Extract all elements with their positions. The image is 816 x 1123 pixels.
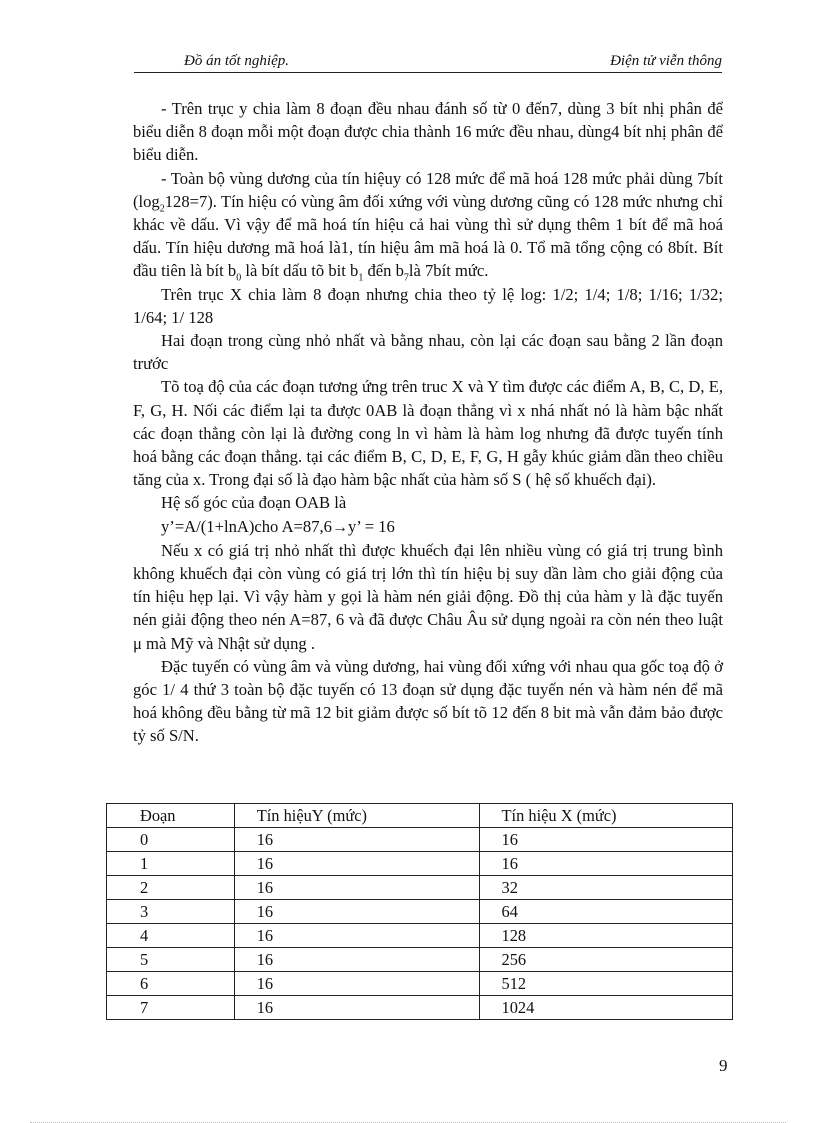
table-cell: 4 <box>107 924 235 948</box>
paragraph-characteristic: Đặc tuyến có vùng âm và vùng dương, hai vùng đối xứng với nhau qua gốc toạ độ ở góc 1/ 4 thứ 3 toàn bộ đặc tuyến có 13 đoạn sử dụng đặc tuyến nén và hàm nén để mã hoá không đều bằng từ mã 12 bit giảm được số bít tõ 12 đến 8 bit mà vẫn đảm bảo được tỷ số S/N. <box>133 656 723 746</box>
table-row <box>107 996 733 1020</box>
subscript: 2 <box>159 203 165 215</box>
arrow-right-icon: → <box>331 518 348 536</box>
page-number: 9 <box>719 1056 728 1075</box>
subscript: 0 <box>236 272 242 284</box>
paragraph-x-axis: Trên trục X chia làm 8 đoạn nhưng chia theo tỷ lệ log: 1/2; 1/4; 1/8; 1/16; 1/32; 1/64; 1/ 128 <box>133 284 723 327</box>
text-run: là bít dấu tõ bit b <box>241 261 359 281</box>
formula-expression: y’=A/(1+lnA)cho A=87,6 <box>161 516 332 536</box>
table-cell: 128 <box>479 924 732 948</box>
table-cell: 16 <box>234 852 479 876</box>
table-cell: 16 <box>479 852 732 876</box>
table-cell: 1024 <box>479 996 732 1020</box>
text-run: - Toàn bộ vùng dương của tín hiệuy có 128 mức để mã hoá 128 mức phải dùng 7bít (log <box>133 168 723 211</box>
table-cell: 16 <box>234 972 479 996</box>
table-cell: 16 <box>234 828 479 852</box>
header-signal-x: Tín hiệu X (mức) <box>479 804 732 828</box>
table-row <box>107 828 733 852</box>
table-cell: 16 <box>234 876 479 900</box>
table-cell: 256 <box>479 948 732 972</box>
formula-result: y’ = 16 <box>347 516 395 536</box>
table-cell: 0 <box>107 828 235 852</box>
table-cell: 6 <box>107 972 235 996</box>
document-body <box>133 97 723 748</box>
table-cell: 3 <box>107 900 235 924</box>
subscript: 1 <box>358 272 364 284</box>
table-cell: 64 <box>479 900 732 924</box>
table-cell: 16 <box>234 900 479 924</box>
table-row <box>107 900 733 924</box>
paragraph-positive-region <box>133 167 723 283</box>
table-row <box>107 852 733 876</box>
subscript: 7 <box>403 272 409 284</box>
table-row <box>107 948 733 972</box>
table-cell: 5 <box>107 948 235 972</box>
table-row <box>107 972 733 996</box>
table-cell: 7 <box>107 996 235 1020</box>
text-run: là 7bít mức. <box>408 261 489 281</box>
table-cell: 512 <box>479 972 732 996</box>
table-cell: 2 <box>107 876 235 900</box>
table-cell: 16 <box>234 948 479 972</box>
text-run: 128=7). Tín hiệu có vùng âm đối xứng với vùng dương cũng có 128 mức nhưng chỉ khác về dấu. Vì vậy để mã hoá tín hiệu cả hai vùng thì sử dụng thêm 1 bít để mã hoá dấu. Tín hiệu dương mã hoá là1, tín hiệu âm mã hoá là 0. Tổ mã tổng cộng có 8bít. Bít đầu tiên là bít b <box>133 191 723 281</box>
table-header-row <box>107 804 733 828</box>
table-cell: 16 <box>234 924 479 948</box>
table-cell: 16 <box>479 828 732 852</box>
text-run: đến b <box>363 261 404 281</box>
table-cell: 16 <box>234 996 479 1020</box>
table-cell: 1 <box>107 852 235 876</box>
header-title-right: Điện tử viễn thông <box>610 53 722 69</box>
paragraph-inner-segments: Hai đoạn trong cùng nhỏ nhất và bằng nhau, còn lại các đoạn sau bằng 2 lần đoạn trước <box>133 331 723 374</box>
formula-line <box>133 515 723 539</box>
header-signal-y: Tín hiệuY (mức) <box>234 804 479 828</box>
page-header <box>134 52 722 73</box>
paragraph-compression: Nếu x có giá trị nhỏ nhất thì được khuếch đại lên nhiều vùng có giá trị trung bình không khuếch đại còn vùng có giá trị lớn thì tín hiệu bị suy dần làm cho giải động của tín hiệu hẹp lại. Vì vậy hàm y gọi là hàm nén giải động. Đồ thị của hàm y là đặc tuyến nén giải động theo nén A=87, 6 và đã được Châu Âu sử dụng ngoài ra còn nén theo luật μ mà Mỹ và Nhật sử dụng . <box>133 540 723 653</box>
paragraph-coordinates: Tõ toạ độ của các đoạn tương ứng trên truc X và Y tìm được các điểm A, B, C, D, E, F, G, H. Nối các điểm lại ta được 0AB là đoạn thẳng vì x nhá nhất nó là hàm bậc nhất các đoạn thẳng còn lại là đường cong ln vì hàm là hàm log nhưng đã được tuyến tính hoá bằng các đoạn thẳng. tại các điểm B, C, D, E, F, G, H gẫy khúc giảm dần theo chiều tăng của x. Trong đại số là đạo hàm bậc nhất của hàm số S ( hệ số khuếch đại). <box>133 377 723 490</box>
table-cell: 32 <box>479 876 732 900</box>
segment-table <box>106 803 733 1020</box>
header-title-left: Đồ án tốt nghiệp. <box>184 53 289 69</box>
header-doan: Đoạn <box>107 804 235 828</box>
paragraph-slope: Hệ số góc của đoạn OAB là <box>161 493 347 513</box>
paragraph-y-axis: - Trên trục y chia làm 8 đoạn đều nhau đánh số từ 0 đến7, dùng 3 bít nhị phân để biểu diễn 8 đoạn mỗi một đoạn được chia thành 16 mức đều nhau, dùng4 bít nhị phân để biểu diễn. <box>133 99 723 165</box>
table-row <box>107 924 733 948</box>
table-row <box>107 876 733 900</box>
